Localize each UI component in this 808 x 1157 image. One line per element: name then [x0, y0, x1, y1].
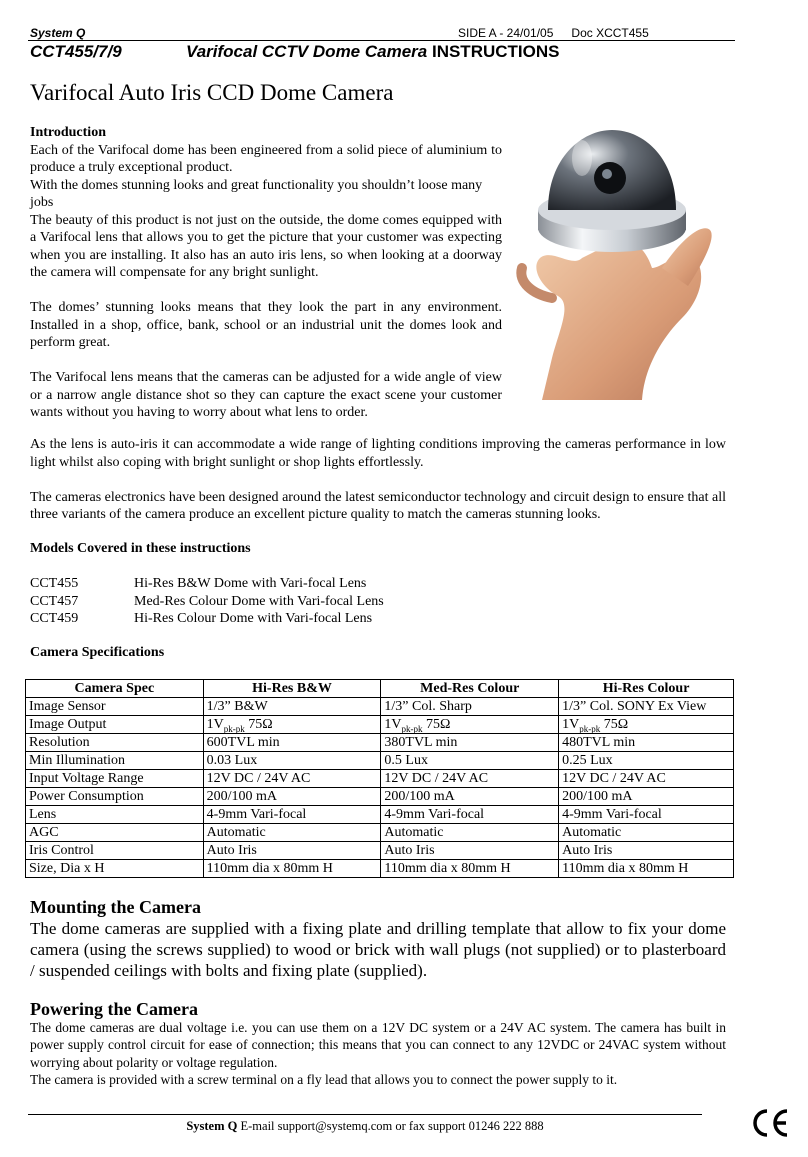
brand-name: System Q: [30, 26, 86, 40]
spec-name: Resolution: [26, 734, 204, 752]
spec-value: 110mm dia x 80mm H: [381, 860, 559, 878]
model-item: [30, 575, 384, 593]
model-description: Med-Res Colour Dome with Vari-focal Lens: [134, 593, 384, 609]
spec-value: 4-9mm Vari-focal: [203, 806, 381, 824]
column-header: Hi-Res Colour: [559, 680, 734, 698]
intro-paragraph: The domes’ stunning looks means that they look the part in any environment. Installed in a shop, office, bank, school or an industrial unit the domes look and perform great.: [30, 300, 502, 350]
spec-value: 0.5 Lux: [381, 752, 559, 770]
column-header: Camera Spec: [26, 680, 204, 698]
model-description: Hi-Res Colour Dome with Vari-focal Lens: [134, 611, 373, 626]
spec-value: 200/100 mA: [203, 788, 381, 806]
specifications-heading: Camera Specifications: [30, 645, 165, 660]
intro-paragraph: The cameras electronics have been designed around the latest semiconductor technology and circuit design to ensure that all three variants of the camera produce an excellent picture quality to match the cameras stunning looks.: [30, 489, 726, 522]
output-subscript: pk-pk: [579, 723, 601, 734]
spec-value: 4-9mm Vari-focal: [381, 806, 559, 824]
output-value: 1V: [384, 717, 402, 732]
spec-value: Automatic: [381, 824, 559, 842]
powering-paragraph: The dome cameras are dual voltage i.e. you can use them on a 12V DC system or a 24V AC system. The camera has built in power supply control circuit for ease of connection; this means that you can connect to any 12VDC or 24VAC system without worrying about polarity or voltage regulation.: [30, 1020, 726, 1070]
spec-value: 12V DC / 24V AC: [381, 770, 559, 788]
document-title-caps: INSTRUCTIONS: [431, 42, 560, 61]
spec-value: 380TVL min: [381, 734, 559, 752]
mounting-heading: Mounting the Camera: [30, 897, 201, 917]
spec-value: Automatic: [559, 824, 734, 842]
table-row: [26, 734, 734, 752]
spec-value: Automatic: [203, 824, 381, 842]
spec-name: Image Output: [26, 716, 204, 734]
spec-value: Auto Iris: [381, 842, 559, 860]
spec-name: AGC: [26, 824, 204, 842]
column-header: Med-Res Colour: [381, 680, 559, 698]
document-title: [186, 42, 559, 62]
spec-value: 12V DC / 24V AC: [203, 770, 381, 788]
table-row: [26, 770, 734, 788]
output-impedance: 75Ω: [422, 717, 451, 732]
spec-name: Input Voltage Range: [26, 770, 204, 788]
mounting-text: The dome cameras are supplied with a fixing plate and drilling template that allow to fix your dome camera (using the screws supplied) to wood or brick with wall plugs (not supplied) or to plasterboard / suspended ceilings with bolts and fixing plate (supplied).: [30, 919, 726, 980]
table-row: [26, 716, 734, 734]
output-subscript: pk-pk: [223, 723, 245, 734]
intro-paragraph: As the lens is auto-iris it can accommodate a wide range of lighting conditions improving the cameras performance in low light whilst also coping with bright sunlight or shop lights effortlessly.: [30, 437, 726, 470]
spec-value: 0.03 Lux: [203, 752, 381, 770]
introduction-heading: Introduction: [30, 125, 106, 140]
table-row: [26, 824, 734, 842]
table-row: [26, 806, 734, 824]
powering-heading: Powering the Camera: [30, 999, 198, 1019]
output-value: 1V: [562, 717, 580, 732]
spec-name: Image Sensor: [26, 698, 204, 716]
specifications-table: [25, 679, 734, 878]
spec-value: 4-9mm Vari-focal: [559, 806, 734, 824]
spec-value: 480TVL min: [559, 734, 734, 752]
dome-camera-photo: [512, 118, 714, 400]
page-heading: Varifocal Auto Iris CCD Dome Camera: [30, 80, 394, 105]
table-row: [26, 842, 734, 860]
table-row: [26, 698, 734, 716]
output-impedance: 75Ω: [600, 717, 629, 732]
spec-name: Min Illumination: [26, 752, 204, 770]
powering-paragraph: The camera is provided with a screw terminal on a fly lead that allows you to connect the power supply to it.: [30, 1071, 618, 1087]
spec-name: Power Consumption: [26, 788, 204, 806]
column-header: Hi-Res B&W: [203, 680, 381, 698]
spec-value: 200/100 mA: [559, 788, 734, 806]
spec-value: 200/100 mA: [381, 788, 559, 806]
spec-name: Lens: [26, 806, 204, 824]
table-header-row: [26, 680, 734, 698]
spec-value: 600TVL min: [203, 734, 381, 752]
model-item: [30, 610, 384, 628]
table-row: [26, 752, 734, 770]
model-numbers: CCT455/7/9: [30, 42, 122, 61]
output-value: 1V: [206, 717, 224, 732]
powering-text: [30, 1019, 726, 1088]
spec-value: [381, 716, 559, 734]
spec-value: 0.25 Lux: [559, 752, 734, 770]
models-list: [30, 575, 384, 628]
intro-paragraph: With the domes stunning looks and great functionality you shouldn’t loose many jobs: [30, 177, 483, 210]
spec-value: Auto Iris: [203, 842, 381, 860]
model-description: Hi-Res B&W Dome with Vari-focal Lens: [134, 576, 367, 591]
spec-value: 1/3” Col. Sharp: [381, 698, 559, 716]
side-date: [458, 26, 649, 40]
doc-ref: Doc XCCT455: [571, 26, 649, 40]
intro-paragraph: Each of the Varifocal dome has been engineered from a solid piece of aluminium to produce a truly exceptional product.: [30, 142, 502, 175]
model-code: CCT459: [30, 611, 79, 626]
intro-paragraph: The beauty of this product is not just on the outside, the dome comes equipped with a Varifocal lens that allows you to get the picture that your customer was expecting when you are installing. It also has an auto iris lens, so when looking at a doorway the camera will compensate for any bright sunlight.: [30, 212, 502, 280]
footer-contact: [0, 1119, 730, 1134]
table-row: [26, 788, 734, 806]
model-code: CCT457: [30, 593, 79, 609]
output-impedance: 75Ω: [244, 717, 273, 732]
footer-rule: [28, 1114, 702, 1115]
spec-value: 110mm dia x 80mm H: [559, 860, 734, 878]
header-rule: [28, 40, 735, 41]
ce-mark-icon: [750, 1107, 790, 1139]
spec-value: [203, 716, 381, 734]
spec-value: 110mm dia x 80mm H: [203, 860, 381, 878]
document-title-italic: Varifocal CCTV Dome Camera: [186, 42, 428, 61]
models-heading: Models Covered in these instructions: [30, 541, 251, 556]
output-subscript: pk-pk: [401, 723, 423, 734]
side-label: SIDE A - 24/01/05: [458, 26, 554, 40]
description-continued: [30, 436, 726, 524]
footer-brand: System Q: [186, 1119, 238, 1133]
spec-name: Size, Dia x H: [26, 860, 204, 878]
intro-paragraph: The Varifocal lens means that the cameras can be adjusted for a wide angle of view or a narrow angle distance shot so they can capture the exact scene your customer wants without you having to worry about what lens to order.: [30, 370, 502, 420]
table-row: [26, 860, 734, 878]
spec-value: 12V DC / 24V AC: [559, 770, 734, 788]
model-code: CCT455: [30, 576, 79, 591]
introduction-section: [30, 124, 502, 422]
spec-value: 1/3” Col. SONY Ex View: [559, 698, 734, 716]
footer-text: E-mail support@systemq.com or fax support 01246 222 888: [237, 1119, 544, 1133]
spec-name: Iris Control: [26, 842, 204, 860]
model-item: [30, 593, 384, 611]
spec-value: [559, 716, 734, 734]
spec-value: Auto Iris: [559, 842, 734, 860]
spec-value: 1/3” B&W: [203, 698, 381, 716]
